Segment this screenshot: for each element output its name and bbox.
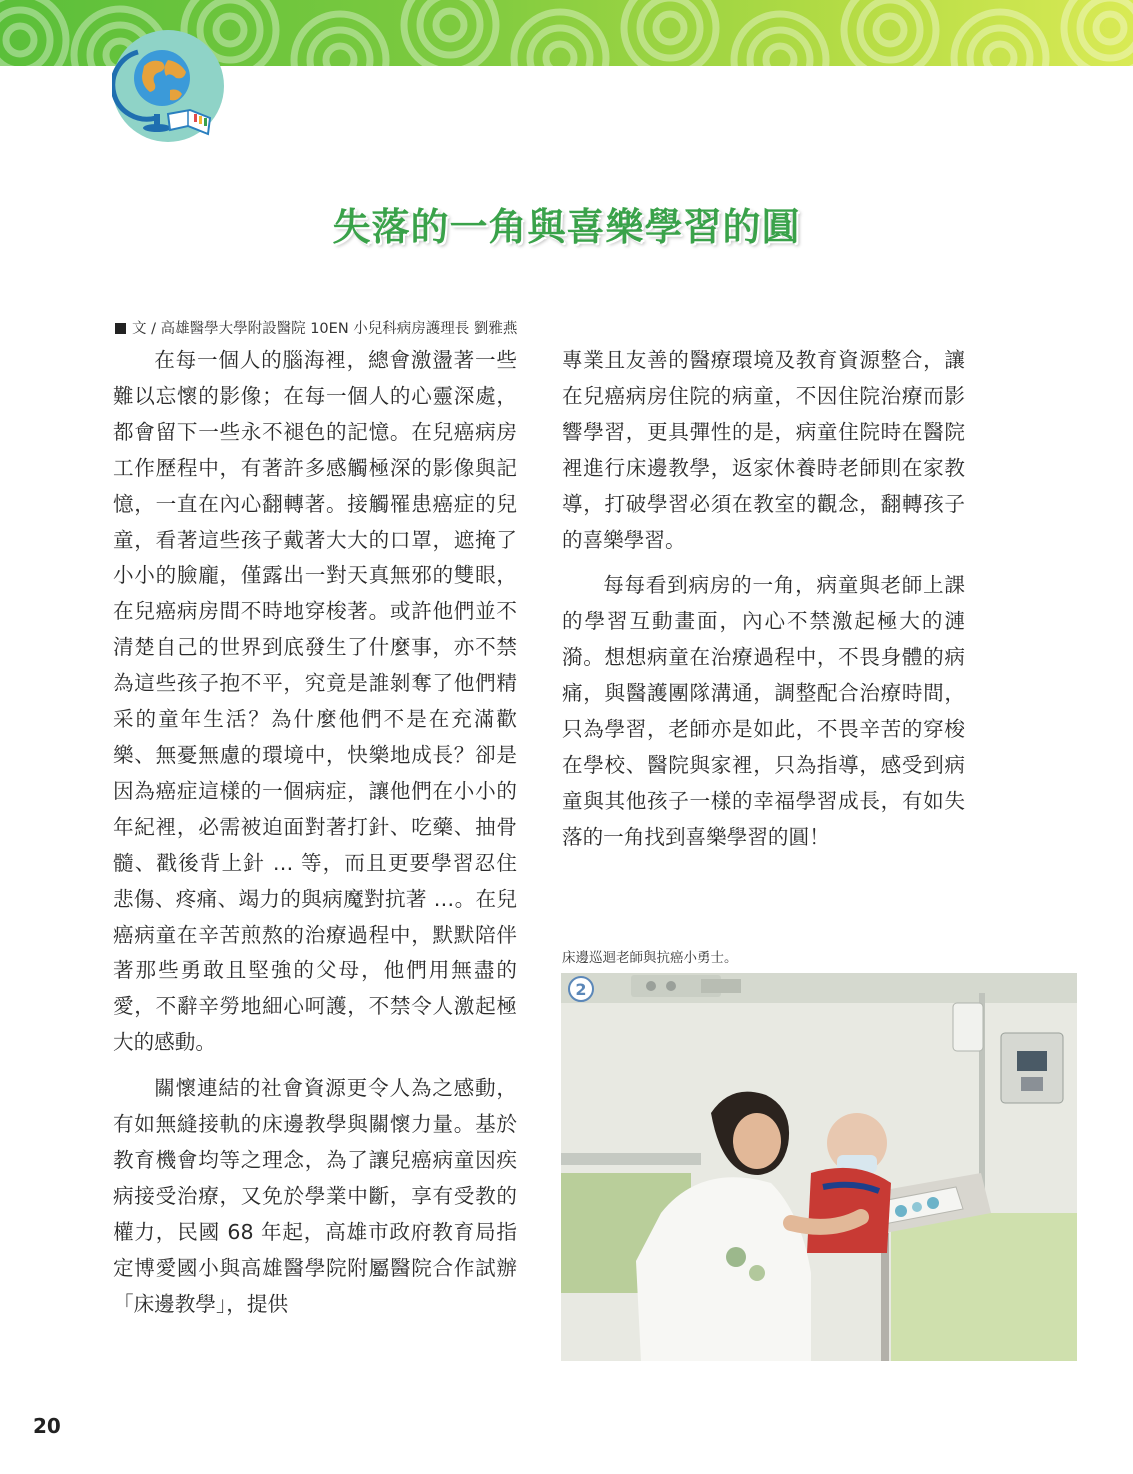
bullet-square-icon — [115, 323, 126, 334]
paragraph: 關懷連結的社會資源更令人為之感動，有如無縫接軌的床邊教學與關懷力量。基於教育機會均等之理念，為了讓兒癌病童因疾病接受治療，又免於學業中斷，享有受教的權力，民國 68 年起，高雄市政府教育局指定博愛國小與高雄醫學院附屬醫院合作試辦「床邊教學」，提供 — [113, 1076, 517, 1316]
photo-badge: 2 — [575, 980, 587, 999]
byline-text: 文 / 高雄醫學大學附設醫院 10EN 小兒科病房護理長 劉雅燕 — [132, 321, 518, 337]
paragraph: 專業且友善的醫療環境及教育資源整合，讓在兒癌病房住院的病童，不因住院治療而影響學習，更具彈性的是，病童住院時在醫院裡進行床邊教學，返家休養時老師則在家教導，打破學習必須在教室的觀念，翻轉孩子的喜樂學習。 — [562, 348, 965, 552]
paragraph: 在每一個人的腦海裡，總會激盪著一些難以忘懷的影像；在每一個人的心靈深處，都會留下一些永不褪色的記憶。在兒癌病房工作歷程中，有著許多感觸極深的影像與記憶，一直在內心翻轉著。接觸罹患癌症的兒童，看著這些孩子戴著大大的口罩，遮掩了小小的臉龐，僅露出一對天真無邪的雙眼，在兒癌病房間不時地穿梭著。或許他們並不清楚自己的世界到底發生了什麼事，亦不禁為這些孩子抱不平，究竟是誰剝奪了他們精采的童年生活？為什麼他們不是在充滿歡樂、無憂無慮的環境中，快樂地成長？卻是因為癌症這樣的一個病症，讓他們在小小的年紀裡，必需被迫面對著打針、吃藥、抽骨髓、戳後背上針 … 等，而且更要學習忍住悲傷、疼痛、竭力的與病魔對抗著 …。在兒癌病童在辛苦煎熬的治療過程中，默默陪伴著那些勇敢且堅強的父母，他們用無盡的愛，不辭辛勞地細心呵護，不禁令人激起極大的感動。 — [113, 348, 517, 1055]
globe-book-icon — [112, 30, 224, 142]
paragraph: 每每看到病房的一角，病童與老師上課的學習互動畫面，內心不禁激起極大的漣漪。想想病童在治療過程中，不畏身體的病痛，與醫護團隊溝通，調整配合治療時間，只為學習，老師亦是如此，不畏辛苦的穿梭在學校、醫院與家裡，只為指導，感受到病童與其他孩子一樣的幸福學習成長，有如失落的一角找到喜樂學習的圓！ — [562, 573, 965, 849]
photo-caption: 床邊巡迴老師與抗癌小勇士。 — [562, 950, 738, 966]
article-column-left — [113, 343, 517, 1322]
page-number: 20 — [33, 1414, 61, 1438]
article-column-right — [562, 343, 965, 856]
article-title: 失落的一角與喜樂學習的圓 — [332, 205, 801, 249]
byline — [115, 317, 517, 338]
bedside-teaching-photo — [561, 973, 1077, 1361]
